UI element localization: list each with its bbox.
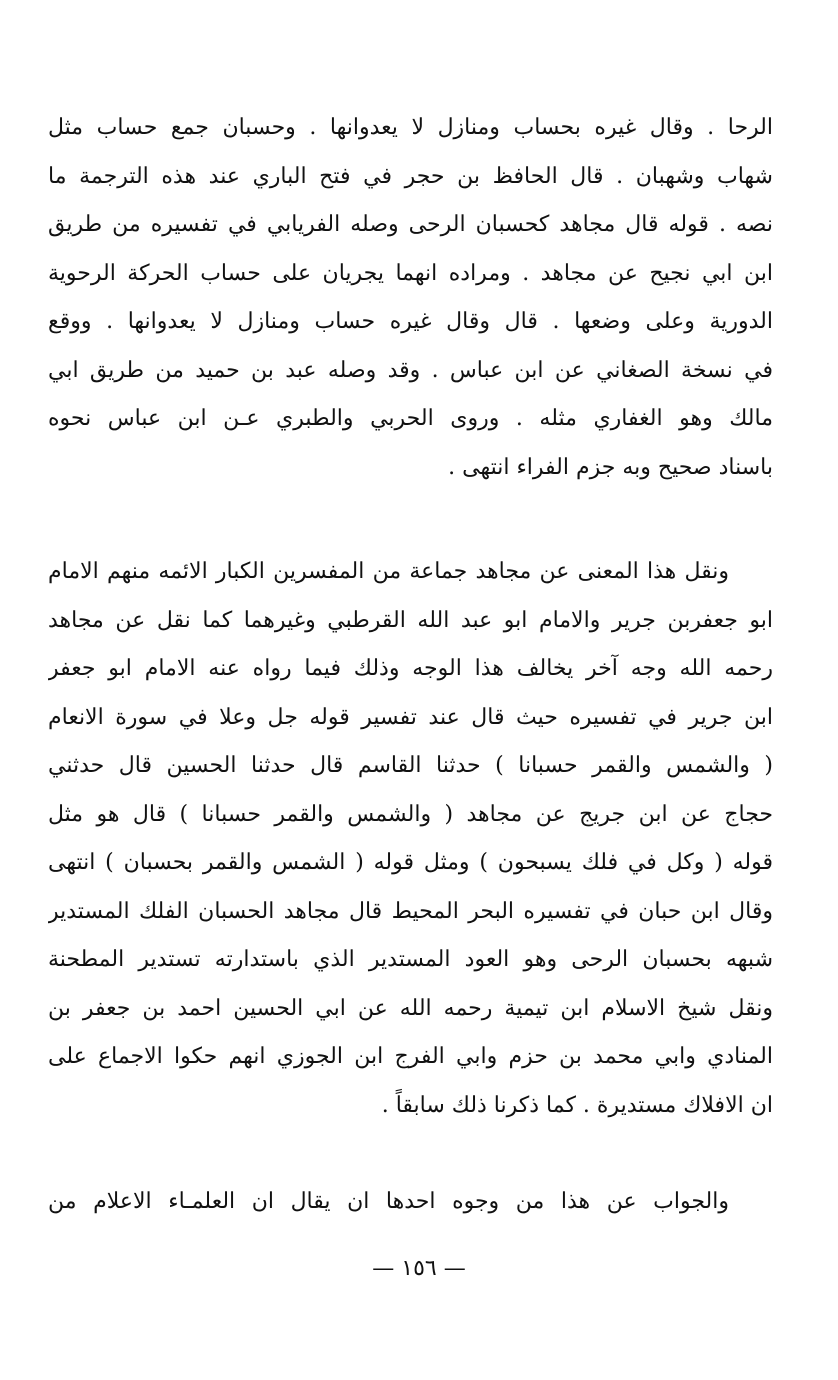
text-line: رحمه الله وجه آخر يخالف هذا الوجه وذلك فيما رواه عنه الامام ابو جعفر [48,656,773,681]
text-line: باسناد صحيح وبه جزم الفراء انتهى . [448,454,773,480]
text-line: ونقل شيخ الاسلام ابن تيمية رحمه الله عن ابي الحسين احمد بن جعفر بن [48,995,773,1021]
text-line: الرحا . وقال غيره بحساب ومنازل لا يعدوانها . وحسبان جمع حساب مثل [48,115,773,140]
text-line: المنادي وابي محمد بن حزم وابي الفرج ابن الجوزي انهم حكوا الاجماع على [48,1044,773,1069]
text-line: ونقل هذا المعنى عن مجاهد جماعة من المفسرين الكبار الائمه منهم الامام [48,559,729,584]
page-number: — ١٥٦ — [372,1256,466,1281]
text-line: ( والشمس والقمر حسبانا ) حدثنا القاسم قال حدثنا الحسين قال حدثني [48,753,773,778]
paragraph-3 [48,1178,773,1227]
text-line: ابن ابي نجيح عن مجاهد . ومراده انهما يجريان على حساب الحركة الرحوية [48,260,773,286]
text-line: ابو جعفربن جرير والامام ابو عبد الله القرطبي وغيرهما كما نقل عن مجاهد [48,607,773,633]
text-line: قوله ( وكل في فلك يسبحون ) ومثل قوله ( الشمس والقمر بحسبان ) انتهى [48,850,773,875]
text-line: حجاج عن ابن جريج عن مجاهد ( والشمس والقمر حسبانا ) قال هو مثل [48,801,773,827]
text-line: والجواب عن هذا من وجوه احدها ان يقال ان العلمـاء الاعلام من [48,1189,729,1214]
text-line: وقال ابن حبان في تفسيره البحر المحيط قال مجاهد الحسبان الفلك المستدير [48,898,773,924]
text-line: ان الافلاك مستديرة . كما ذكرنا ذلك سابقاً . [381,1092,773,1118]
paragraph-1 [48,104,773,492]
text-line: في نسخة الصغاني عن ابن عباس . وقد وصله عبد بن حميد من طريق ابي [48,357,773,383]
text-line: الدورية وعلى وضعها . قال وقال غيره حساب ومنازل لا يعدوانها . ووقع [48,309,773,334]
text-line: نصه . قوله قال مجاهد كحسبان الرحى وصله الفريابي في تفسيره من طريق [48,212,773,237]
text-line: شبهه بحسبان الرحى وهو العود المستدير الذي باستدارته تستدير المطحنة [48,947,773,972]
text-line: ابن جرير في تفسيره حيث قال عند تفسير قوله جل وعلا في سورة الانعام [48,704,773,730]
text-line: شهاب وشهبان . قال الحافظ بن حجر في فتح الباري عند هذه الترجمة ما [48,163,773,189]
paragraph-2 [48,548,773,1130]
text-line: مالك وهو الغفاري مثله . وروى الحربي والطبري عـن ابن عباس نحوه [48,406,773,431]
